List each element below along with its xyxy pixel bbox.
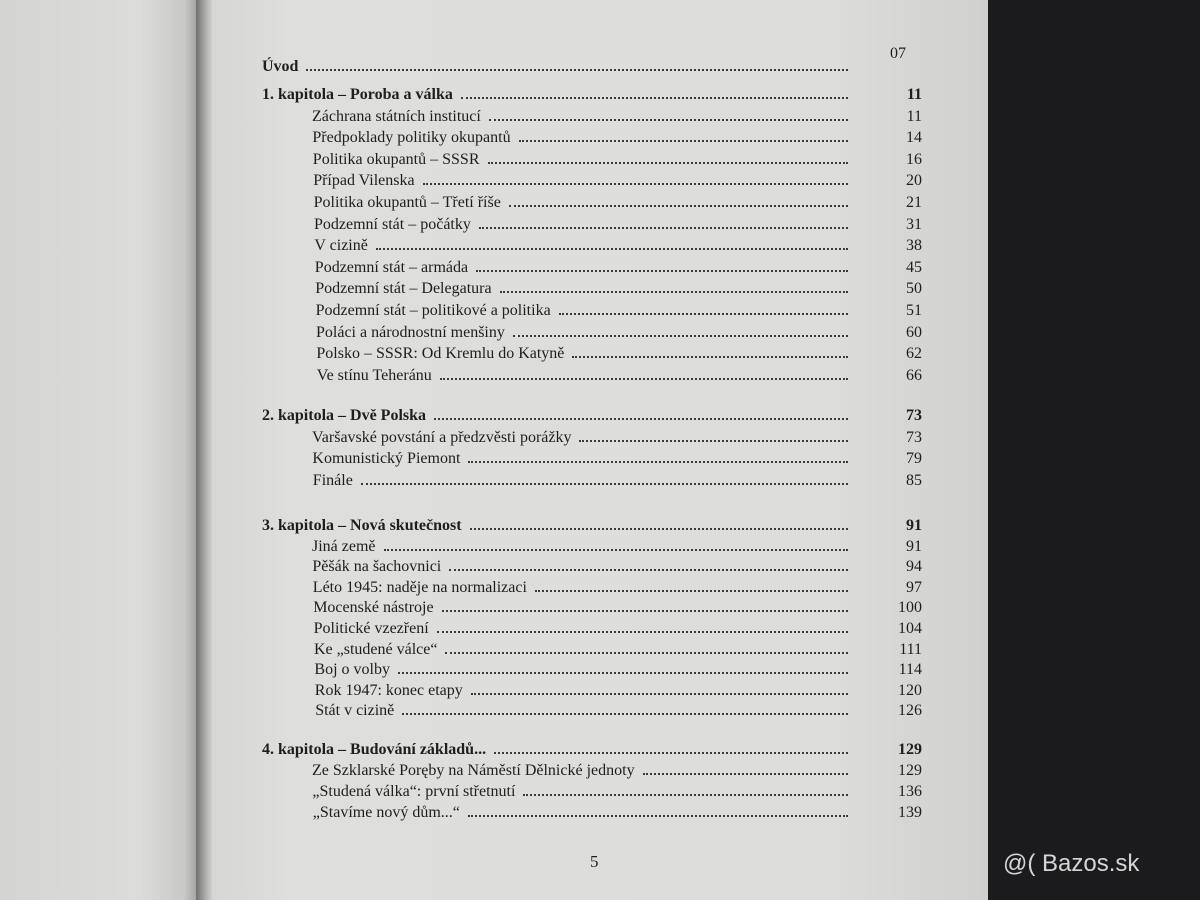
toc-entry [262,682,922,703]
entry-title: Stát v cizině [315,702,395,720]
dot-leader [468,461,848,463]
toc-entry [262,599,922,620]
entry-title: Boj o volby [314,661,390,679]
entry-title: Komunistický Piemont [312,450,461,468]
entry-page: 16 [906,150,922,168]
toc-entry [262,783,922,804]
toc-entry [262,172,922,194]
entry-page: 94 [906,558,922,576]
entry-page: 38 [906,237,922,255]
dot-leader [306,69,848,71]
entry-page: 21 [906,193,922,211]
toc-entry [262,108,922,130]
entry-title: Léto 1945: naděje na normalizaci [312,578,527,596]
dot-leader [471,693,848,695]
chapter-heading [262,407,922,429]
entry-page: 11 [906,86,922,103]
dot-leader [376,248,848,250]
dot-leader [488,162,849,164]
entry-title: Polsko – SSSR: Od Kremlu do Katyně [316,345,565,363]
toc-entry [262,450,922,472]
entry-title: Ke „studené válce“ [314,640,438,658]
toc-entry [262,661,922,682]
entry-page: 31 [906,215,922,233]
dot-leader [445,652,848,654]
entry-page: 11 [906,107,922,125]
entry-title: V cizině [314,237,368,255]
dot-leader [461,97,848,99]
page-number: 5 [590,852,599,871]
toc-entry [262,620,922,641]
entry-title: 2. kapitola – Dvě Polska [262,407,427,424]
entry-title: 4. kapitola – Budování základů... [262,741,487,758]
entry-page: 91 [906,537,922,555]
entry-page: 85 [906,471,922,489]
dot-leader [489,119,848,121]
dot-leader [470,528,848,530]
entry-title: Politika okupantů – Třetí říše [313,193,501,211]
entry-title: Politika okupantů – SSSR [312,150,480,168]
toc-intro [262,58,922,80]
dot-leader [468,815,848,817]
toc-entry [262,216,922,238]
entry-title: Případ Vilenska [313,172,415,190]
entry-page: 50 [906,280,922,298]
toc-entry [262,345,922,367]
toc-entry [262,151,922,173]
entry-title: Předpoklady politiky okupantů [312,129,511,147]
toc-chapter-3 [262,517,922,723]
entry-title: Ve stínu Teheránu [316,366,432,384]
intro-title: Úvod [262,58,299,75]
entry-page: 20 [906,172,922,190]
entry-title: 3. kapitola – Nová skutečnost [262,517,462,534]
entry-page: 104 [898,619,922,637]
dot-leader [440,378,848,380]
entry-page: 120 [898,681,922,699]
entry-title: Podzemní stát – Delegatura [315,280,492,298]
dot-leader [361,483,848,485]
entry-title: „Stavíme nový dům...“ [312,804,460,821]
dot-leader [535,590,848,592]
entry-title: Podzemní stát – počátky [314,215,471,233]
left-page [0,0,200,900]
entry-title: Podzemní stát – armáda [314,258,469,276]
chapter-heading [262,517,922,538]
dot-leader [494,752,848,754]
dot-leader [437,631,848,633]
toc-entry [262,579,922,600]
entry-title: Politické vzezření [313,619,429,637]
entry-page: 129 [898,762,922,779]
entry-page: 60 [906,323,922,341]
toc-entry [262,558,922,579]
toc-entry [262,324,922,346]
dot-leader [523,794,848,796]
dot-leader [579,440,848,442]
dot-leader [384,549,848,551]
entry-page: 136 [898,783,922,800]
entry-title: Varšavské povstání a předzvěsti porážky [312,428,572,446]
entry-title: Pěšák na šachovnici [312,558,442,576]
dot-leader [476,270,848,272]
toc-entry [262,429,922,451]
entry-title: Poláci a národnostní menšiny [316,323,505,341]
dot-leader [559,313,848,315]
dot-leader [519,140,848,142]
toc-entry [262,129,922,151]
entry-page: 73 [906,428,922,446]
dot-leader [643,773,848,775]
dot-leader [398,672,848,674]
toc-entry [262,367,922,389]
dot-leader [442,610,848,612]
dot-leader [572,356,848,358]
toc-entry [262,641,922,662]
entry-page: 51 [906,301,922,319]
entry-page: 126 [898,702,922,720]
entry-title: Mocenské nástroje [313,599,434,617]
entry-title: Záchrana státních institucí [312,107,481,125]
entry-title: Podzemní stát – politikové a politika [315,301,551,319]
entry-title: Finále [312,471,353,489]
entry-page: 79 [906,450,922,468]
dot-leader [423,183,848,185]
dot-leader [402,713,848,715]
entry-page: 73 [906,407,922,424]
dot-leader [509,205,848,207]
toc-intro-row [262,58,922,80]
entry-title: Jiná země [312,537,376,555]
intro-page-number: 07 [890,45,906,62]
entry-title: Ze Szklarské Poręby na Náměstí Dělnické jednoty [312,762,635,779]
toc-entry [262,194,922,216]
entry-page: 62 [906,345,922,363]
chapter-heading [262,741,922,762]
dot-leader [449,569,848,571]
entry-title: „Studená válka“: první střetnutí [312,783,516,800]
entry-title: 1. kapitola – Poroba a válka [262,86,453,103]
toc-entry [262,804,922,825]
toc-entry [262,280,922,302]
toc-entry [262,259,922,281]
toc-entry [262,538,922,559]
toc-entry [262,762,922,783]
dot-leader [500,291,848,293]
dark-background [988,0,1200,900]
entry-page: 114 [898,661,922,679]
chapter-heading [262,86,922,108]
dot-leader [513,335,848,337]
entry-page: 14 [906,129,922,147]
entry-page: 111 [899,640,922,658]
entry-page: 129 [898,741,922,758]
entry-page: 45 [906,258,922,276]
toc-entry [262,472,922,494]
dot-leader [434,418,848,420]
toc-entry [262,237,922,259]
toc-entry [262,302,922,324]
toc-entry [262,702,922,723]
entry-page: 91 [906,517,922,534]
toc-chapter-4 [262,741,922,825]
toc-chapter-2 [262,407,922,493]
watermark: @( Bazos.sk [1003,850,1140,877]
entry-page: 139 [898,804,922,821]
entry-page: 97 [906,578,922,596]
toc-chapter-1 [262,86,922,388]
entry-page: 100 [898,599,922,617]
dot-leader [479,227,848,229]
entry-page: 66 [906,366,922,384]
entry-title: Rok 1947: konec etapy [314,681,463,699]
